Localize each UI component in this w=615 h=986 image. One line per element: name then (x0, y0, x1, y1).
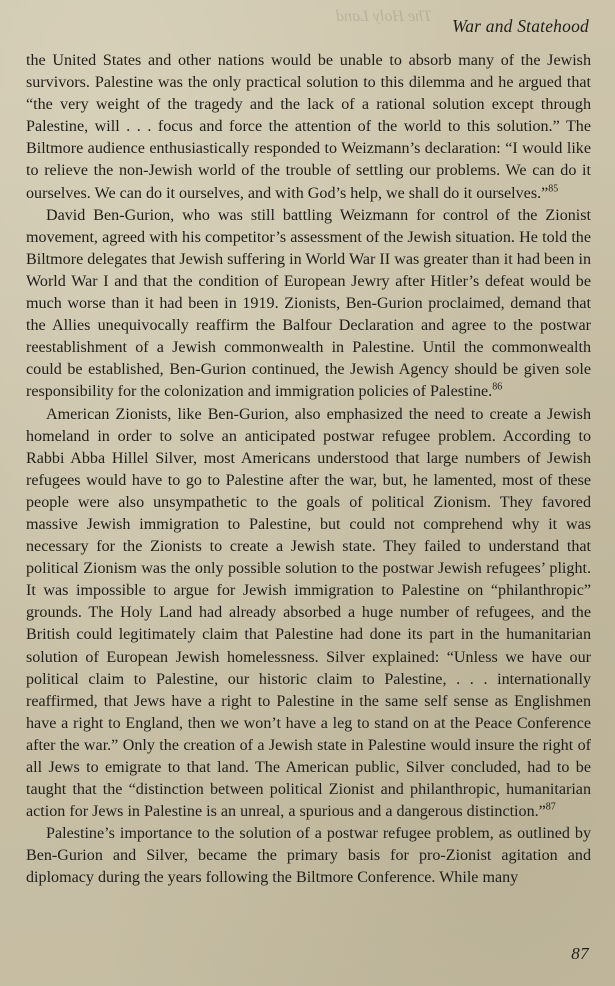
paragraph-text: the United States and other nations would be unable to absorb many of the Jewish survivors. Palestine was the only practical solution to this dilemma and he argued that “the very weight of the tragedy and the lack of a rational solution except through Palestine, will . . . focus and force the attention of the world to this solution.” The Biltmore audience enthusiastically responded to Weizmann’s declaration: “I would like to relieve the non-Jewish world of the trouble of settling our problems. We can do it ourselves. We can do it ourselves, and with God’s help, we shall do it ourselves.” (26, 52, 591, 202)
page-number: 87 (571, 944, 589, 963)
running-head: War and Statehood (452, 16, 589, 36)
page-content (26, 0, 591, 986)
body-text (26, 50, 591, 890)
paragraph-text: Palestine’s importance to the solution of a postwar refugee problem, as outlined by Ben-Gurion and Silver, became the primary basis for pro-Zionist agitation and diplomacy during the years following the Biltmore Conference. While many (26, 825, 591, 887)
paragraph-text: American Zionists, like Ben-Gurion, also emphasized the need to create a Jewish homeland in order to solve an anticipated postwar refugee problem. According to Rabbi Abba Hillel Silver, most Americans understood that large numbers of Jewish refugees would have to go to Palestine after the war, but, he lamented, most of these people were also unsympathetic to the goals of political Zionism. They favored massive Jewish immigration to Palestine, but could not comprehend why it was necessary for the Zionists to create a Jewish state. They failed to understand that political Zionism was the only possible solution to the postwar Jewish refugees’ plight. It was impossible to argue for Jewish immigration to Palestine on “philanthropic” grounds. The Holy Land had already absorbed a huge number of refugees, and the British could legitimately claim that Palestine had done its part in the humanitarian solution of European Jewish homelessness. Silver explained: “Unless we have our political claim to Palestine, our historic claim to Palestine, . . . internationally reaffirmed, that Jews have a right to Palestine in the same self sense as Englishmen have a right to England, then we won’t have a leg to stand on at the Peace Conference after the war.” Only the creation of a Jewish state in Palestine would insure the right of all Jews to emigrate to that land. The American public, Silver concluded, had to be taught that the “distinction between political Zionist and philanthropic, humanitarian action for Jews in Palestine is an unreal, a spurious and a dangerous distinction.” (26, 405, 591, 821)
paragraph-text: David Ben-Gurion, who was still battling Weizmann for control of the Zionist movement, agreed with his competitor’s assessment of the Jewish situation. He told the Biltmore delegates that Jewish suffering in World War II was greater than it had been in World War I and that the condition of European Jewry after Hitler’s defeat would be much worse than it had been in 1919. Zionists, Ben-Gurion proclaimed, demand that the Allies unequivocally reaffirm the Balfour Declaration and agree to the postwar reestablishment of a Jewish commonwealth in Palestine. Until the commonwealth could be established, Ben-Gurion continued, the Jewish Agency should be given sole responsibility for the colonization and immigration policies of Palestine. (26, 206, 591, 401)
paragraph (26, 50, 591, 205)
footnote-marker: 85 (548, 183, 559, 195)
ghost-bleedthrough-text: The Holy Land (336, 8, 432, 24)
paragraph (26, 205, 591, 404)
paragraph (26, 404, 591, 824)
paragraph (26, 823, 591, 889)
footnote-marker: 86 (492, 382, 503, 394)
footnote-marker: 87 (545, 801, 556, 813)
